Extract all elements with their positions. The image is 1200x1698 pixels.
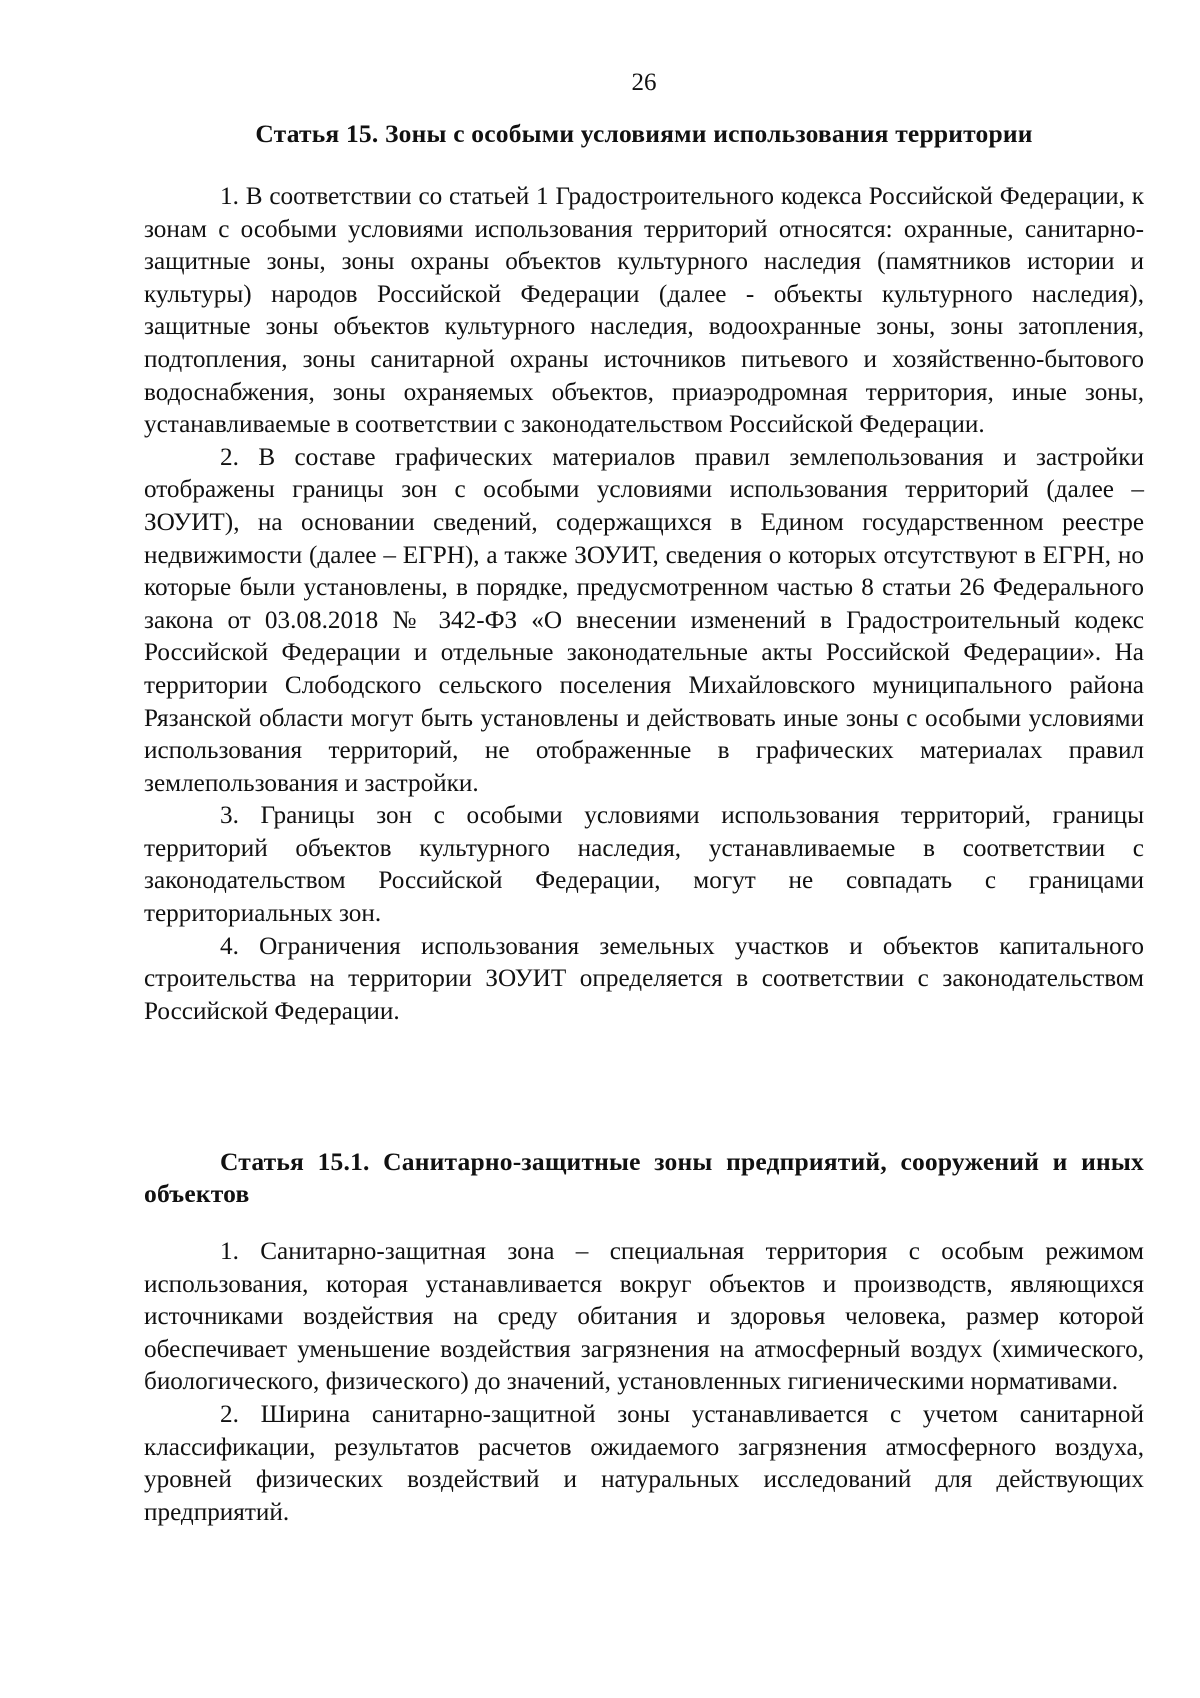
article-15-paragraph-4: 4. Ограничения использования земельных участков и объектов капитального строительства на территории ЗОУИТ определяется в соответствии с законодательством Российской Федерации.	[144, 932, 1144, 1025]
article-15-paragraph-3: 3. Границы зон с особыми условиями использования территорий, границы территорий объектов культурного наследия, устанавливаемые в соответствии с законодательством Российской Федерации, могут не совпадать с границами территориальных зон.	[144, 802, 1144, 928]
page-number: 26	[631, 69, 657, 96]
article-15-1-title: Статья 15.1. Санитарно-защитные зоны предприятий, сооружений и иных объектов	[144, 1147, 1144, 1208]
document-page	[144, 0, 1144, 1698]
article-15-body	[144, 181, 1144, 1028]
article-15-title: Статья 15. Зоны с особыми условиями использования территории	[255, 119, 1033, 148]
article-15-paragraph-2: 2. В составе графических материалов правил землепользования и застройки отображены границы зон с особыми условиями использования территорий (далее – ЗОУИТ), на основании сведений, содержащихся в Едином государственном реестре недвижимости (далее – ЕГРН), а также ЗОУИТ, сведения о которых отсутствуют в ЕГРН, но которые были установлены, в порядке, предусмотренном частью 8 статьи 26 Федерального закона от 03.08.2018 № 342-ФЗ «О внесении изменений в Градостроительный кодекс Российской Федерации и отдельные законодательные акты Российской Федерации». На территории Слободского сельского поселения Михайловского муниципального района Рязанской области могут быть установлены и действовать иные зоны с особыми условиями использования территорий, не отображенные в графических материалах правил землепользования и застройки.	[144, 443, 1144, 797]
article-15-paragraph-1: 1. В соответствии со статьей 1 Градостроительного кодекса Российской Федерации, к зонам с особыми условиями использования территорий относятся: охранные, санитарно-защитные зоны, зоны охраны объектов культурного наследия (памятников истории и культуры) народов Российской Федерации (далее - объекты культурного наследия), защитные зоны объектов культурного наследия, водоохранные зоны, зоны затопления, подтопления, зоны санитарной охраны источников питьевого и хозяйственно-бытового водоснабжения, зоны охраняемых объектов, приаэродромная территория, иные зоны, устанавливаемые в соответствии с законодательством Российской Федерации.	[144, 183, 1144, 439]
article-15-1-body	[144, 1236, 1144, 1529]
article-15-1-paragraph-1: 1. Санитарно-защитная зона – специальная территория с особым режимом использования, которая устанавливается вокруг объектов и производств, являющихся источниками воздействия на среду обитания и здоровья человека, размер которой обеспечивает уменьшение воздействия загрязнения на атмосферный воздух (химического, биологического, физического) до значений, установленных гигиеническими нормативами.	[144, 1238, 1144, 1396]
article-15-1-paragraph-2: 2. Ширина санитарно-защитной зоны устанавливается с учетом санитарной классификации, результатов расчетов ожидаемого загрязнения атмосферного воздуха, уровней физических воздействий и натуральных исследований для действующих предприятий.	[144, 1400, 1144, 1526]
